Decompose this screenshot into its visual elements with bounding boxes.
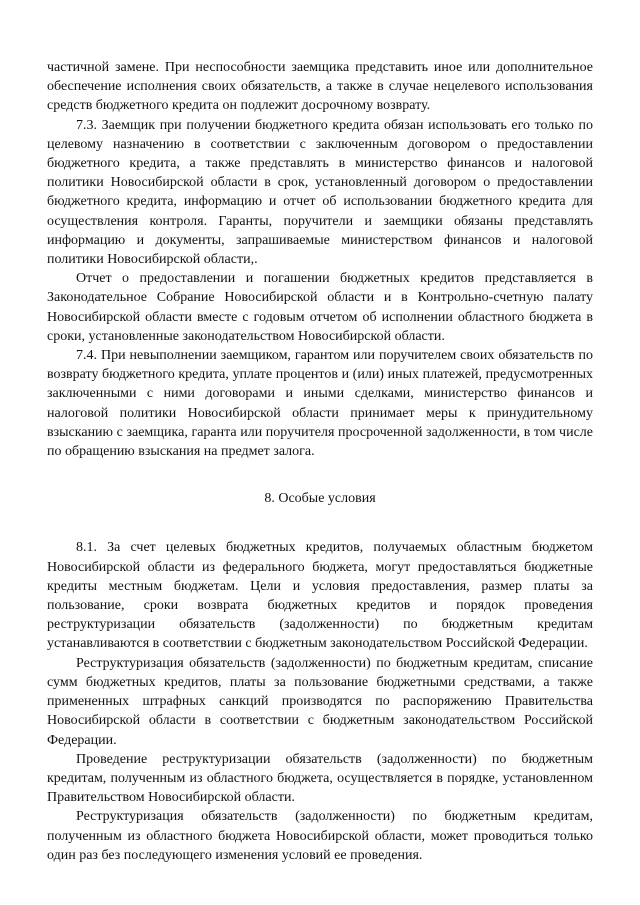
- paragraph-report: Отчет о предоставлении и погашении бюджетных кредитов представляется в Законодательное Собрание Новосибирской области и в Контрольно-счетную палату Новосибирской области вместе с годовым отчетом об исполнении областного бюджета в сроки, установленные законодательством Новосибирской области.: [47, 271, 593, 344]
- paragraph-8-1: 8.1. За счет целевых бюджетных кредитов, получаемых областным бюджетом Новосибирской области из федерального бюджета, могут предоставляться бюджетные кредиты местным бюджетам. Цели и условия предоставления, размер платы за пользование, сроки возврата бюджетных кредитов и порядок проведения реструктуризации обязательств (задолженности) по бюджетным кредитам устанавливаются в соответствии с бюджетным законодательством Российской Федерации.: [47, 540, 593, 652]
- paragraph-restructuring-write-off: Реструктуризация обязательств (задолженности) по бюджетным кредитам, списание сумм бюджетных кредитов, платы за пользование бюджетными средствами, а также примененных штрафных санкций производятся по распоряжению Правительства Новосибирской области в соответствии с бюджетным законодательством Российской Федерации.: [47, 655, 593, 748]
- paragraph-7-4: 7.4. При невыполнении заемщиком, гарантом или поручителем своих обязательств по возврату бюджетного кредита, уплате процентов и (или) иных платежей, предусмотренных заключенными с ними договорами и иными сделками, министерство финансов и налоговой политики Новосибирской области принимает меры к принудительному взысканию с заемщика, гаранта или поручителя просроченной задолженности, в том числе по обращению взыскания на предмет залога.: [47, 348, 593, 460]
- document-page: [47, 58, 593, 865]
- paragraph-restructuring-once: Реструктуризация обязательств (задолженности) по бюджетным кредитам, полученным из областного бюджета Новосибирской области, может проводиться только один раз без последующего изменения условий ее проведения.: [47, 809, 593, 863]
- section-heading: 8. Особые условия: [264, 491, 376, 507]
- paragraph-7-3: 7.3. Заемщик при получении бюджетного кредита обязан использовать его только по целевому назначению в соответствии с заключенным договором о предоставлении бюджетного кредита, а также представлять в министерство финансов и налоговой политики Новосибирской области в срок, установленный договором о предоставлении бюджетного кредита, информацию и отчет об использовании бюджетного кредита для осуществления контроля. Гаранты, поручители и заемщики обязаны представлять информацию и документы, запрашиваемые министерством финансов и налоговой политики Новосибирской области,.: [47, 117, 593, 268]
- paragraph-continuation: частичной замене. При неспособности заемщика представить иное или дополнительное обеспечение исполнения своих обязательств, а также в случае нецелевого использования средств бюджетного кредита он подлежит досрочному возврату.: [47, 60, 593, 114]
- paragraph-restructuring-procedure: Проведение реструктуризации обязательств (задолженности) по бюджетным кредитам, полученным из областного бюджета, осуществляется в порядке, установленном Правительством Новосибирской области.: [47, 751, 593, 806]
